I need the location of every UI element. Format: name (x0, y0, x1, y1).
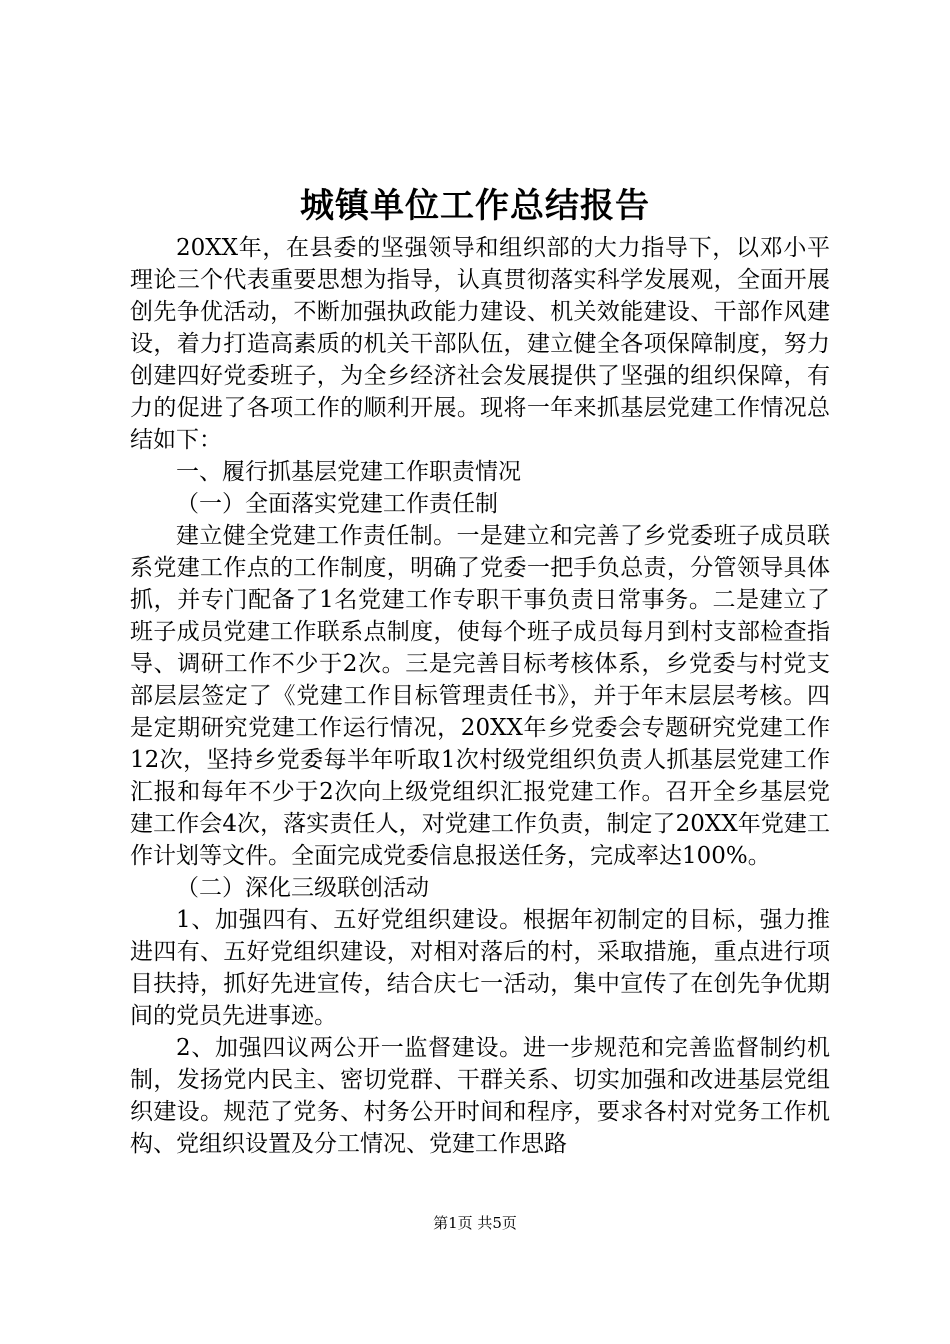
document-body (130, 232, 830, 1160)
subsection-heading-1: （一）全面落实党建工作责任制 (176, 491, 498, 517)
item-paragraph-1: 1、加强四有、五好党组织建设。根据年初制定的目标，强力推进四有、五好党组织建设，对相对落后的村，采取措施，重点进行项目扶持，抓好先进宣传，结合庆七一活动，集中宣传了在创先争优期间的党员先进事迹。 (130, 907, 830, 1029)
item-paragraph-2: 2、加强四议两公开一监督建设。进一步规范和完善监督制约机制，发扬党内民主、密切党群、干群关系、切实加强和改进基层党组织建设。规范了党务、村务公开时间和程序，要求各村对党务工作机构、党组织设置及分工情况、党建工作思路 (130, 1035, 830, 1157)
section-heading-1: 一、履行抓基层党建工作职责情况 (176, 459, 521, 485)
responsibility-paragraph: 建立健全党建工作责任制。一是建立和完善了乡党委班子成员联系党建工作点的工作制度，明确了党委一把手负总责，分管领导具体抓，并专门配备了1名党建工作专职干事负责日常事务。二是建立了班子成员党建工作联系点制度，使每个班子成员每月到村支部检查指导、调研工作不少于2次。三是完善目标考核体系，乡党委与村党支部层层签定了《党建工作目标管理责任书》，并于年末层层考核。四是定期研究党建工作运行情况，20XX年乡党委会专题研究党建工作12次，坚持乡党委每半年听取1次村级党组织负责人抓基层党建工作汇报和每年不少于2次向上级党组织汇报党建工作。召开全乡基层党建工作会4次，落实责任人，对党建工作负责，制定了20XX年党建工作计划等文件。全面完成党委信息报送任务，完成率达100%。 (130, 523, 830, 869)
intro-paragraph: 20XX年，在县委的坚强领导和组织部的大力指导下，以邓小平理论三个代表重要思想为指导，认真贯彻落实科学发展观，全面开展创先争优活动，不断加强执政能力建设、机关效能建设、干部作风建设，着力打造高素质的机关干部队伍，建立健全各项保障制度，努力创建四好党委班子，为全乡经济社会发展提供了坚强的组织保障，有力的促进了各项工作的顺利开展。现将一年来抓基层党建工作情况总结如下： (130, 235, 830, 453)
page-number-footer: 第1页 共5页 (433, 1214, 517, 1232)
subsection-heading-2: （二）深化三级联创活动 (176, 875, 429, 901)
document-title: 城镇单位工作总结报告 (300, 186, 650, 226)
